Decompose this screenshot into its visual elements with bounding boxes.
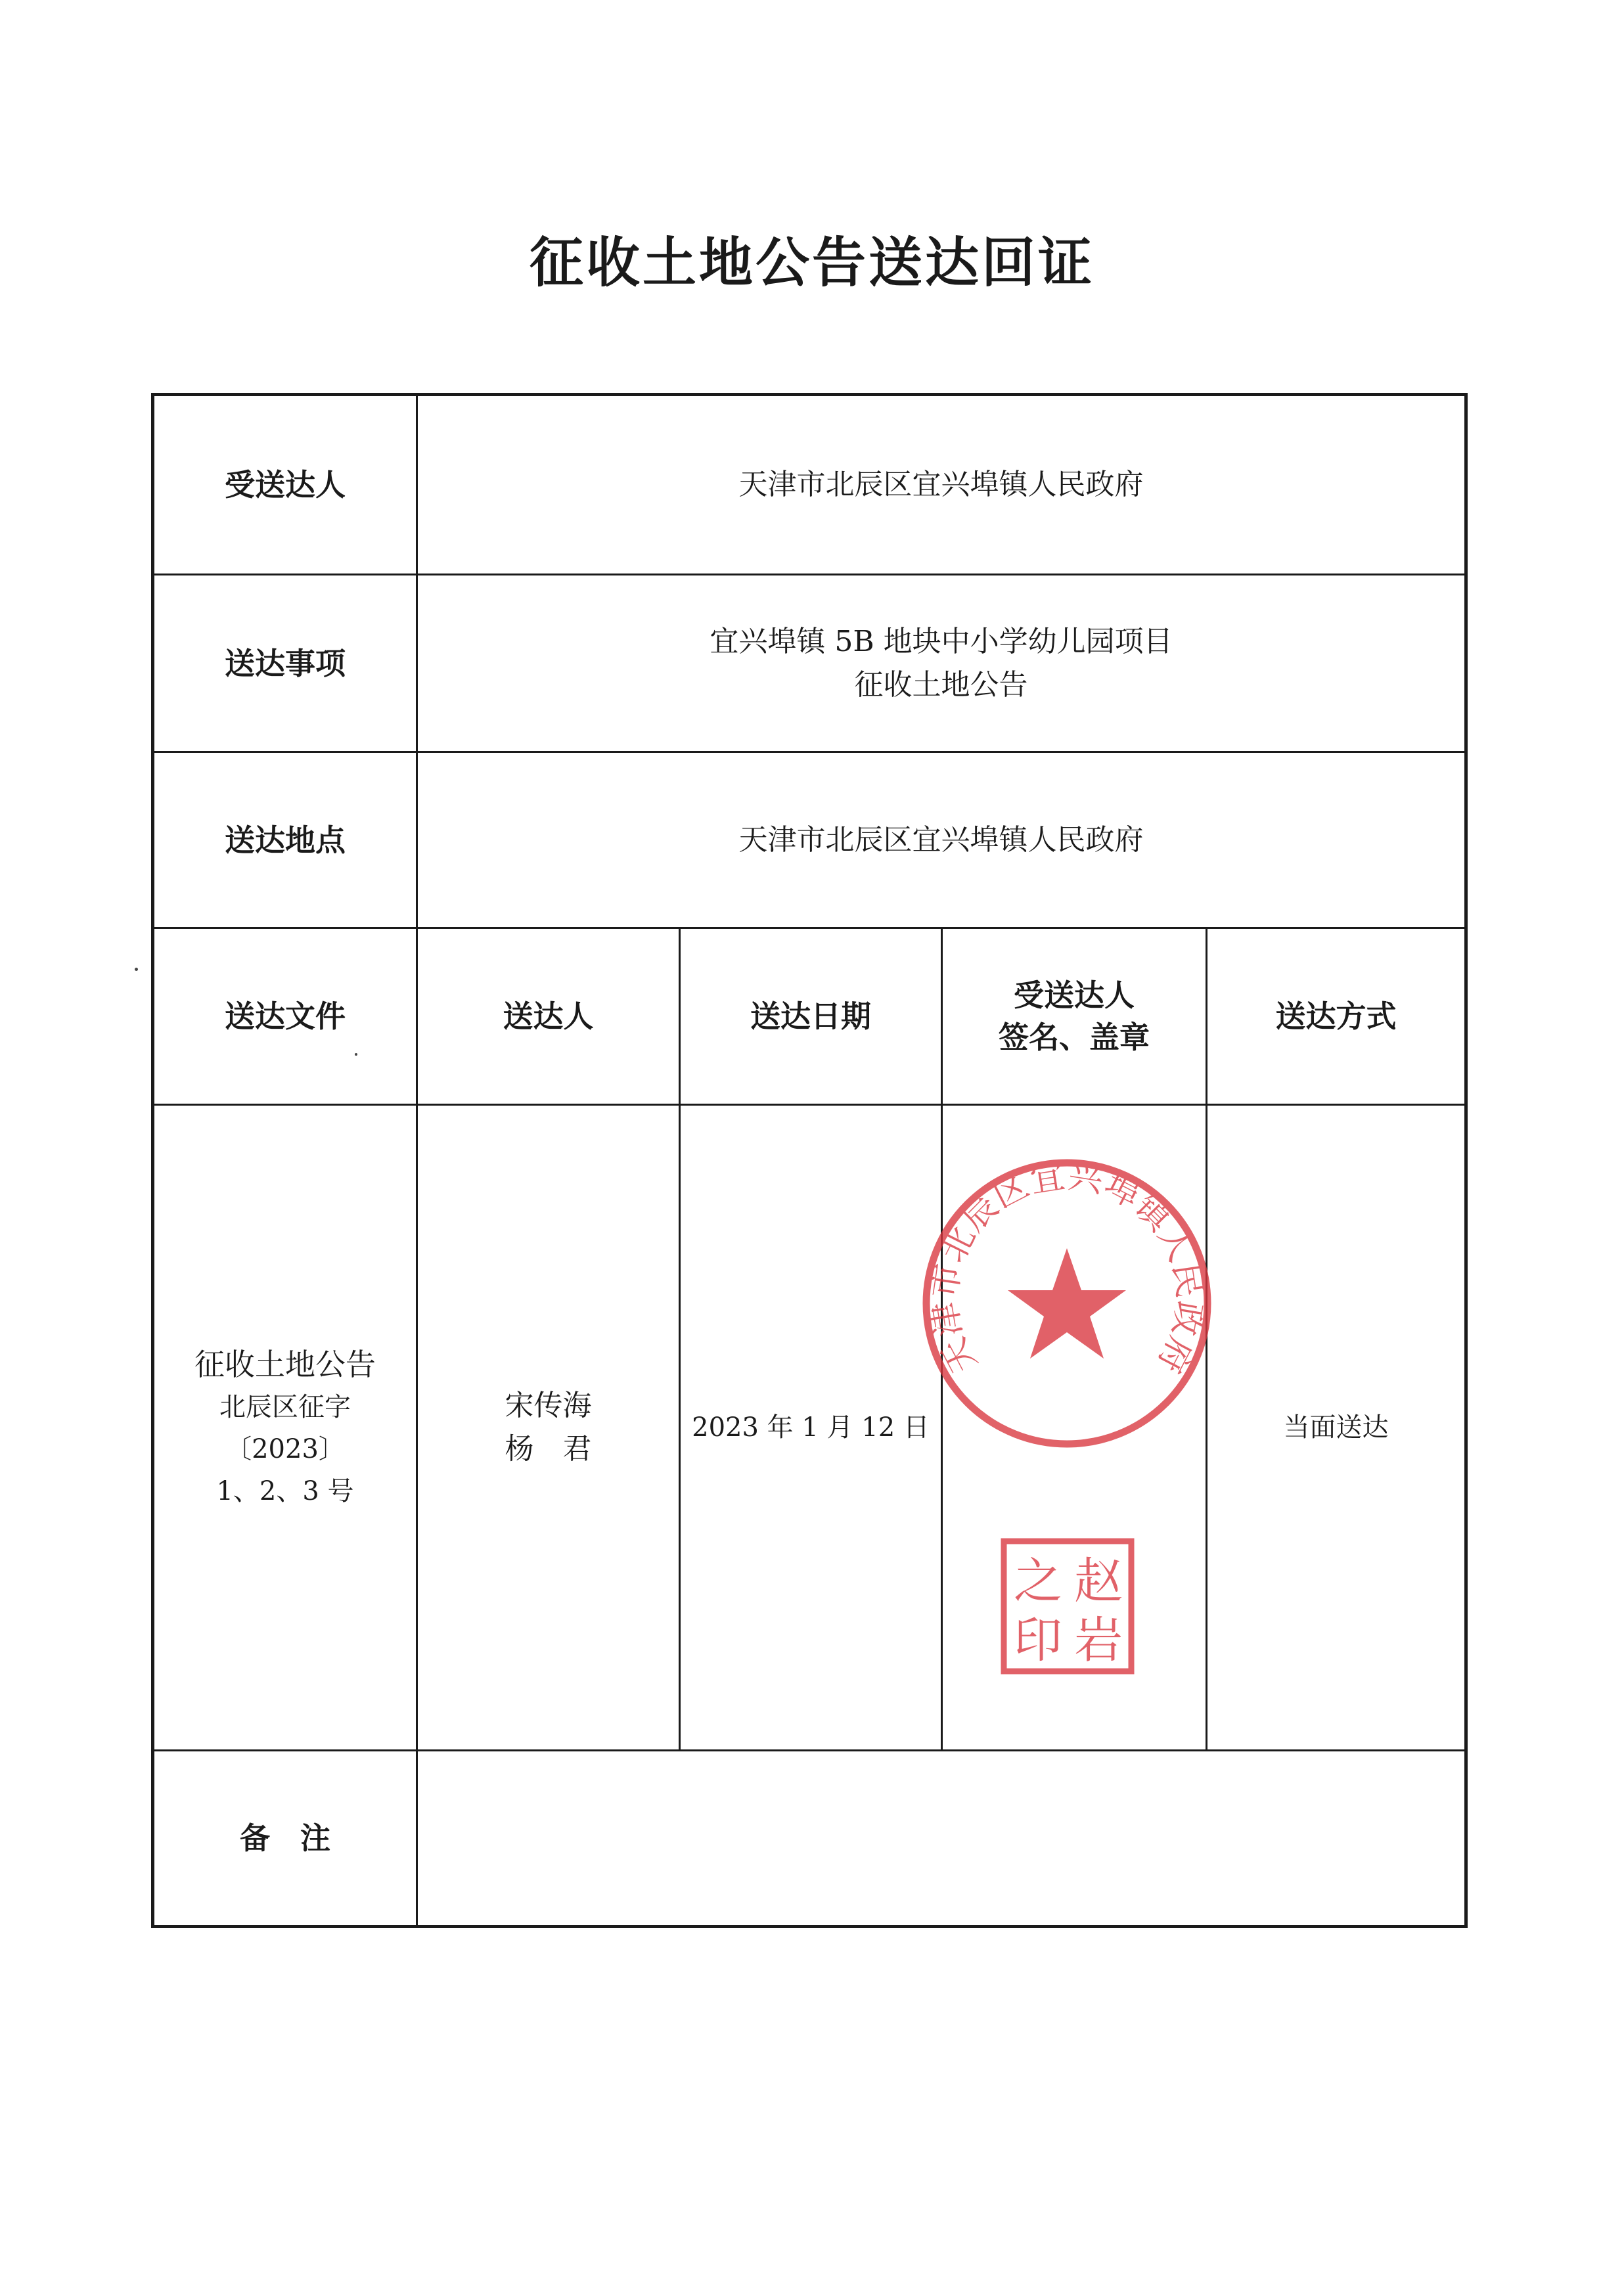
matter-value: [418, 575, 1464, 751]
header-signature-line2: 签名、盖章: [999, 1020, 1150, 1055]
round-official-seal: [920, 1156, 1214, 1451]
square-personal-seal: [1000, 1537, 1135, 1675]
remarks-label: 备 注: [240, 1820, 330, 1856]
entry-server-line1: 宋传海: [505, 1389, 592, 1422]
header-document: 送达文件: [225, 999, 346, 1034]
entry-server: [418, 1106, 679, 1749]
remarks-value: [418, 1751, 1464, 1925]
matter-label: 送达事项: [225, 645, 346, 681]
page-title: 征收土地公告送达回证: [529, 231, 1094, 294]
entry-server-line2: 杨 君: [505, 1432, 592, 1466]
header-signature-line1: 受送达人: [1014, 978, 1135, 1013]
matter-value-line2: 征收土地公告: [854, 667, 1028, 702]
recipient-value: 天津市北辰区宜兴埠镇人民政府: [738, 468, 1144, 501]
place-label: 送达地点: [225, 822, 346, 858]
seal-char-yin: 印: [1014, 1612, 1062, 1669]
entry-document-line2: 北辰区征字: [219, 1392, 351, 1422]
header-server: 送达人: [503, 999, 594, 1034]
entry-document-line1: 征收土地公告: [194, 1347, 376, 1382]
seal-char-zhi: 之: [1014, 1553, 1062, 1609]
seal-text: 天津市北辰区宜兴埠镇人民政府: [924, 1156, 1209, 1380]
entry-method: 当面送达: [1283, 1412, 1389, 1443]
entry-date: 2023 年 1 月 12 日: [692, 1412, 930, 1443]
matter-value-line1: 宜兴埠镇 5B 地块中小学幼儿园项目: [710, 624, 1173, 658]
place-value: 天津市北辰区宜兴埠镇人民政府: [738, 822, 1144, 857]
star-icon: [1008, 1248, 1126, 1359]
seal-char-zhao: 赵: [1074, 1553, 1123, 1609]
header-signature: [943, 929, 1206, 1104]
scan-speck: [355, 1053, 357, 1056]
delivery-receipt-table: [151, 393, 1468, 1928]
entry-document-line3: 〔2023〕: [225, 1434, 345, 1464]
recipient-label: 受送达人: [225, 467, 346, 503]
entry-document-line4: 1、2、3 号: [216, 1476, 354, 1506]
scan-speck: [135, 968, 138, 971]
header-date: 送达日期: [750, 999, 871, 1034]
header-method: 送达方式: [1275, 999, 1397, 1034]
entry-document: [154, 1106, 416, 1749]
seal-char-yan: 岩: [1074, 1612, 1123, 1669]
